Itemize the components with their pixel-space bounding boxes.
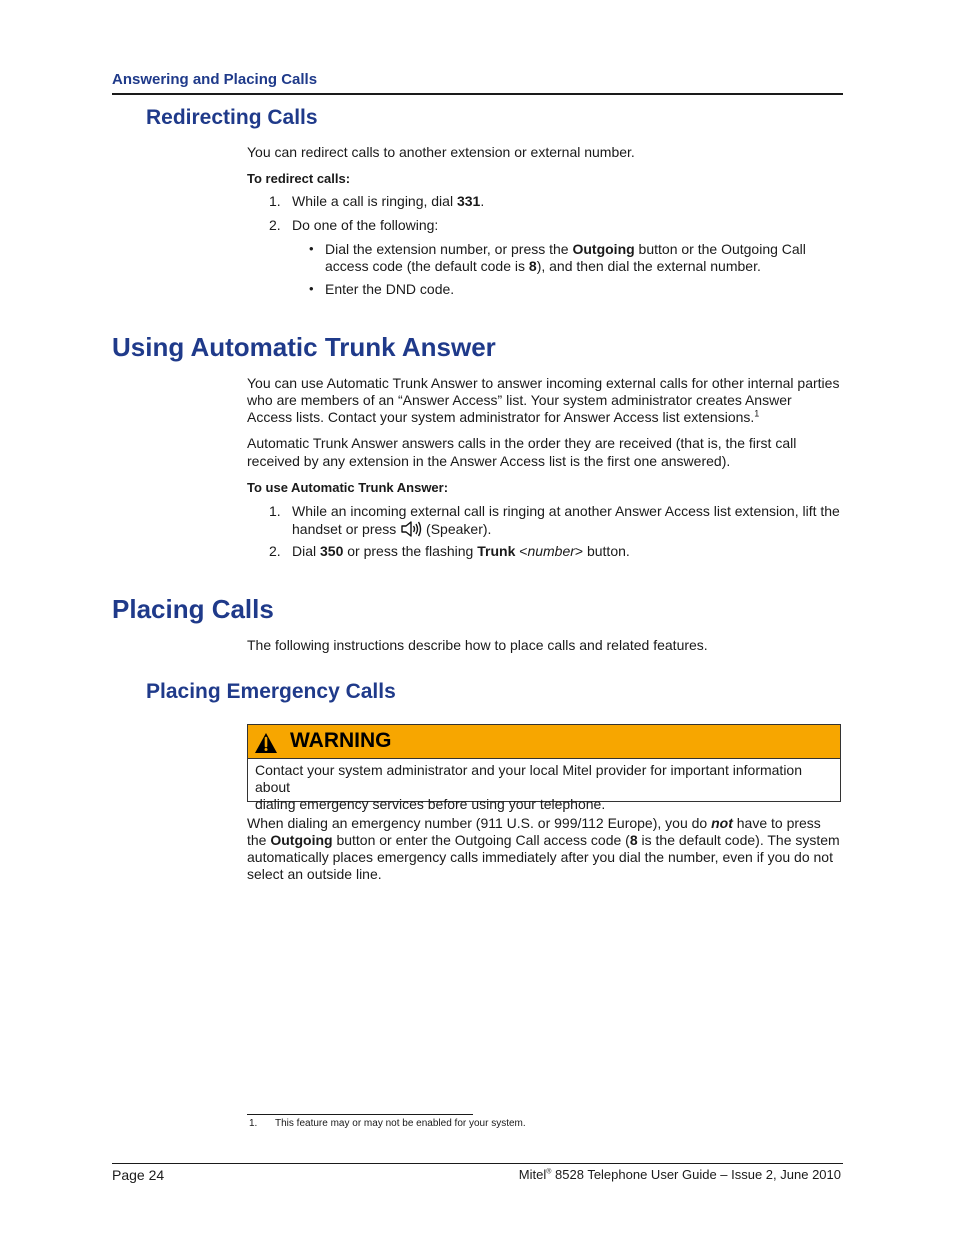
redirecting-calls-heading: Redirecting Calls — [146, 106, 318, 129]
step-number: 2. — [269, 217, 281, 233]
redirect-bullet-2: Enter the DND code. — [325, 281, 455, 297]
redirect-procedure-title: To redirect calls: — [247, 171, 351, 186]
trunk-paragraph-1: You can use Automatic Trunk Answer to answer incoming external calls for other internal parties who are members of an “Answer Access” list. Your system administrator creates Answer Access lists. Contact your system administrator for Answer Access list extensions.$^1$ — [247, 375, 840, 425]
step-number: 2. — [269, 543, 281, 559]
header-rule — [112, 93, 843, 95]
emergency-calls-heading: Placing Emergency Calls — [146, 680, 396, 703]
running-header: Answering and Placing Calls — [112, 71, 318, 88]
footnote-ref: 1 — [754, 408, 760, 419]
trunk-procedure-title: To use Automatic Trunk Answer: — [247, 480, 449, 495]
redirect-step-1: While a call is ringing, dial 331. — [292, 193, 485, 209]
trunk-step-1: While an incoming external call is ringing at another Answer Access list extension, lift the handset or press (Speaker). — [292, 503, 852, 542]
step-number: 1. — [269, 503, 281, 519]
trunk-answer-heading: Using Automatic Trunk Answer — [112, 332, 496, 362]
redirect-step-2: Do one of the following: — [292, 217, 439, 233]
placing-calls-heading: Placing Calls — [112, 594, 274, 624]
step-number: 1. — [269, 193, 281, 209]
bullet-dot: • — [309, 241, 314, 256]
trunk-paragraph-2: Automatic Trunk Answer answers calls in the order they are received (that is, the first call received by any extension in the Answer Access list is the first one answered). — [247, 435, 797, 469]
document-title: Mitel® 8528 Telephone User Guide – Issue 2, June 2010 — [518, 1167, 841, 1182]
warning-title: WARNING — [290, 729, 392, 752]
warning-box — [247, 724, 841, 812]
footer-rule — [112, 1163, 843, 1164]
redirect-intro: You can redirect calls to another extension or external number. — [247, 144, 635, 160]
speaker-icon — [400, 520, 422, 542]
footnote-number: 1. — [249, 1118, 258, 1129]
emergency-paragraph: When dialing an emergency number (911 U.S. or 999/112 Europe), you do not have to press the Outgoing button or enter the Outgoing Call access code (8 is the default code). The system automatically places emergency calls immediately after you dial the number, even if you do not select an outside line. — [247, 815, 840, 882]
warning-text: Contact your system administrator and your local Mitel provider for important information about dialing emergency services before using your telephone. — [255, 762, 802, 812]
redirect-bullet-1: Dial the extension number, or press the Outgoing button or the Outgoing Call access code (the default code is 8), and then dial the external number. — [325, 241, 806, 274]
placing-intro: The following instructions describe how to place calls and related features. — [247, 637, 708, 653]
trunk-step-2: Dial 350 or press the flashing Trunk <number> button. — [292, 543, 630, 559]
footnote-text: This feature may or may not be enabled for your system. — [275, 1118, 526, 1129]
bullet-dot: • — [309, 281, 314, 296]
page-number: Page 24 — [112, 1167, 165, 1183]
warning-header — [248, 725, 840, 759]
warning-triangle-icon — [254, 732, 278, 759]
footnote-rule — [247, 1114, 473, 1115]
